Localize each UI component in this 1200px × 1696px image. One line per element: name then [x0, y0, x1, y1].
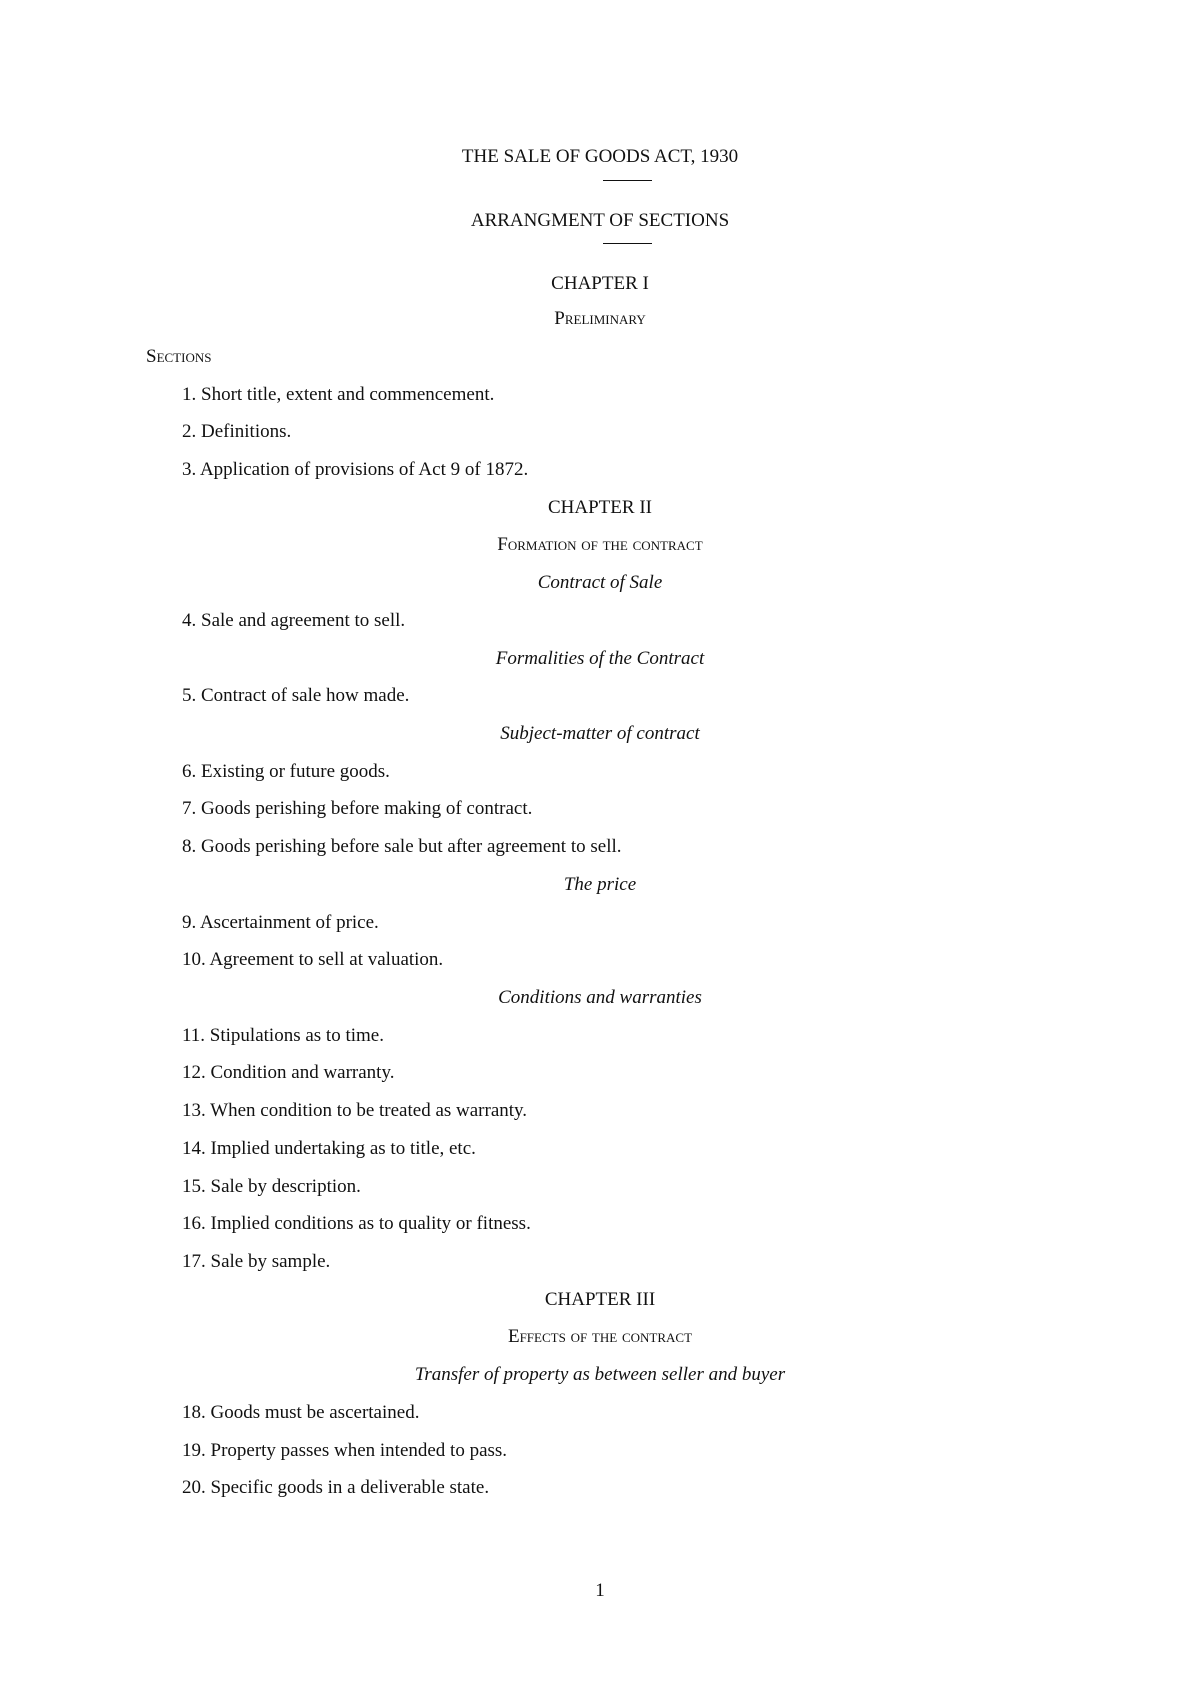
chapter-name: Formation of the contract — [497, 534, 703, 555]
chapter-heading: CHAPTER I — [551, 273, 649, 294]
chapter-name: Preliminary — [554, 308, 646, 329]
section-entry: 4. Sale and agreement to sell. — [182, 610, 406, 631]
divider-rule — [603, 180, 652, 181]
section-entry: 3. Application of provisions of Act 9 of 1872. — [182, 459, 529, 480]
section-entry: 20. Specific goods in a deliverable state. — [182, 1477, 490, 1498]
subheading: Contract of Sale — [537, 572, 663, 593]
divider-rule — [603, 243, 652, 244]
subheading: Formalities of the Contract — [495, 648, 705, 669]
section-entry: 16. Implied conditions as to quality or fitness. — [182, 1213, 531, 1234]
section-entry: 5. Contract of sale how made. — [182, 685, 410, 706]
section-entry: 1. Short title, extent and commencement. — [182, 384, 495, 405]
section-entry: 10. Agreement to sell at valuation. — [182, 949, 444, 970]
act-title: THE SALE OF GOODS ACT, 1930 — [461, 146, 739, 167]
chapter-heading: CHAPTER II — [548, 497, 652, 518]
section-entry: 14. Implied undertaking as to title, etc. — [182, 1138, 476, 1159]
chapter-name: Effects of the contract — [507, 1326, 693, 1347]
arrangement-heading: ARRANGMENT OF SECTIONS — [470, 210, 730, 231]
section-entry: 15. Sale by description. — [182, 1176, 361, 1197]
section-entry: 6. Existing or future goods. — [182, 761, 390, 782]
subheading: Subject-matter of contract — [500, 723, 700, 744]
section-entry: 17. Sale by sample. — [182, 1251, 331, 1272]
section-entry: 19. Property passes when intended to pass. — [182, 1440, 508, 1461]
chapter-heading: CHAPTER III — [544, 1289, 656, 1310]
section-entry: 18. Goods must be ascertained. — [182, 1402, 420, 1423]
section-entry: 2. Definitions. — [182, 421, 292, 442]
section-entry: 9. Ascertainment of price. — [182, 912, 379, 933]
section-entry: 8. Goods perishing before sale but after agreement to sell. — [182, 836, 622, 857]
subheading: Transfer of property as between seller and buyer — [414, 1364, 786, 1385]
subheading: The price — [563, 874, 637, 895]
page-number: 1 — [595, 1580, 605, 1601]
section-entry: 13. When condition to be treated as warranty. — [182, 1100, 528, 1121]
section-entry: 12. Condition and warranty. — [182, 1062, 395, 1083]
section-entry: 7. Goods perishing before making of contract. — [182, 798, 533, 819]
sections-label: Sections — [146, 346, 212, 367]
subheading: Conditions and warranties — [498, 987, 702, 1008]
section-entry: 11. Stipulations as to time. — [182, 1025, 384, 1046]
